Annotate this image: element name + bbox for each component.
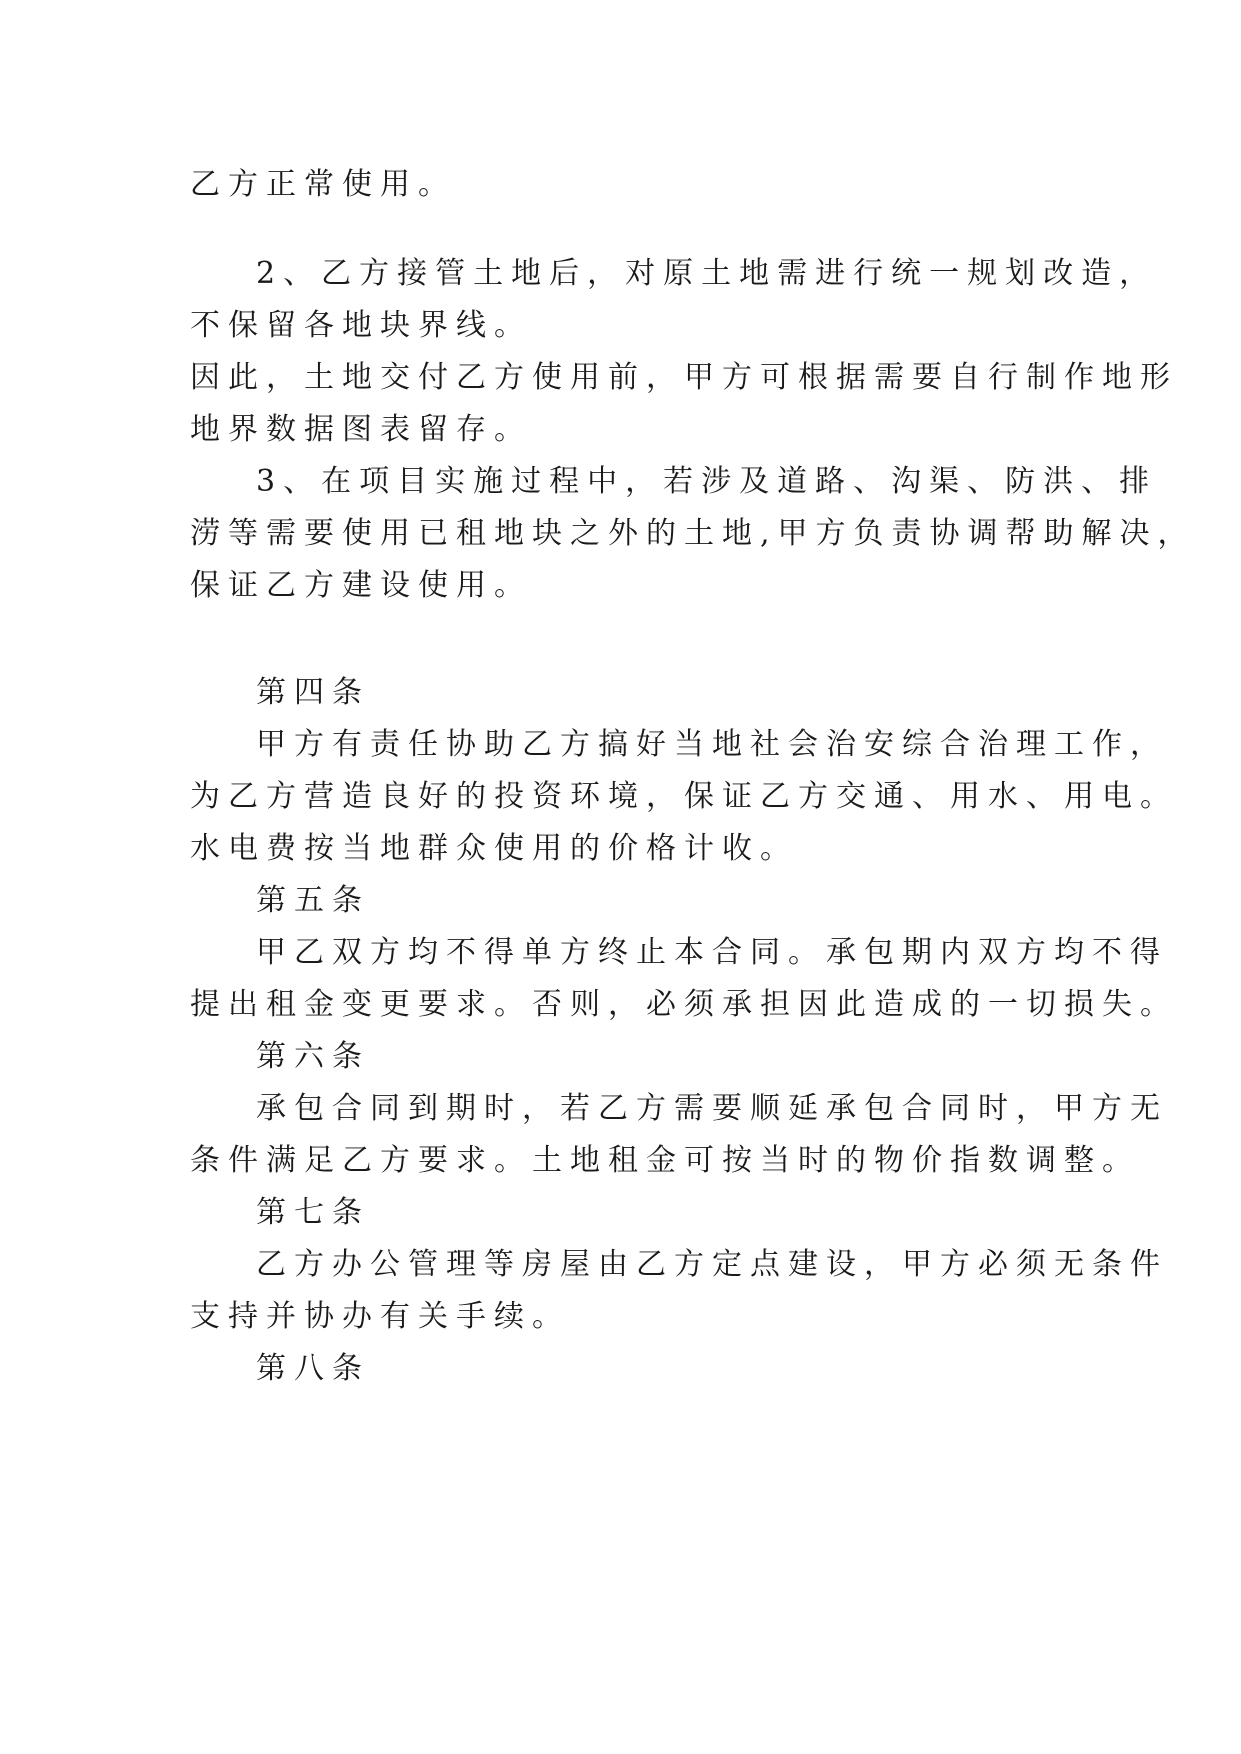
text-line: 条件满足乙方要求。土地租金可按当时的物价指数调整。: [190, 1143, 1140, 1178]
text-line: 因此，土地交付乙方使用前，甲方可根据需要自行制作地形: [190, 360, 1178, 395]
text-line: 提出租金变更要求。否则，必须承担因此造成的一切损失。: [190, 987, 1178, 1022]
section-heading: 第五条: [256, 883, 370, 918]
text-line: 不保留各地块界线。: [190, 308, 532, 343]
text-line: 承包合同到期时，若乙方需要顺延承包合同时，甲方无: [256, 1091, 1168, 1126]
text-line: 水电费按当地群众使用的价格计收。: [190, 831, 798, 866]
text-line: 保证乙方建设使用。: [190, 568, 532, 603]
text-line: 2、乙方接管土地后，对原土地需进行统一规划改造，: [256, 256, 1158, 291]
section-heading: 第七条: [256, 1195, 370, 1230]
text-line: 支持并协办有关手续。: [190, 1299, 570, 1334]
text-line: 3、在项目实施过程中，若涉及道路、沟渠、防洪、排: [256, 464, 1158, 499]
section-heading: 第六条: [256, 1039, 370, 1074]
text-line: 涝等需要使用已租地块之外的土地,甲方负责协调帮助解决，: [190, 516, 1196, 551]
text-line: 为乙方营造良好的投资环境，保证乙方交通、用水、用电。: [190, 779, 1178, 814]
text-line: 乙方办公管理等房屋由乙方定点建设，甲方必须无条件: [256, 1247, 1168, 1282]
text-line: 乙方正常使用。: [190, 167, 456, 202]
text-line: 甲方有责任协助乙方搞好当地社会治安综合治理工作，: [256, 727, 1168, 762]
text-line: 甲乙双方均不得单方终止本合同。承包期内双方均不得: [256, 935, 1168, 970]
section-heading: 第八条: [256, 1351, 370, 1386]
section-heading: 第四条: [256, 675, 370, 710]
text-line: 地界数据图表留存。: [190, 412, 532, 447]
